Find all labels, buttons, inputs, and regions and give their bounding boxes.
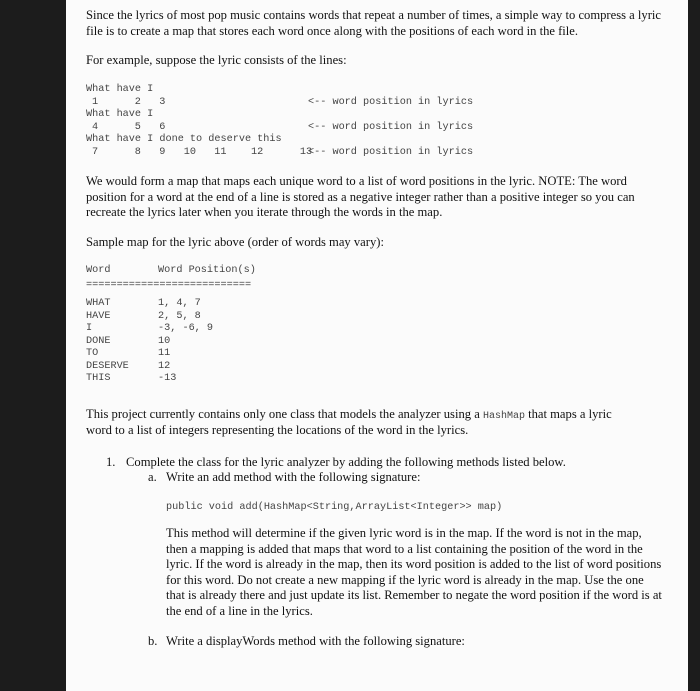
- map-row-word: DONE: [86, 335, 111, 347]
- task-b-text: Write a displayWords method with the following signature:: [166, 634, 465, 648]
- map-row-word: TO: [86, 348, 99, 359]
- map-header-word: Word: [86, 265, 111, 276]
- map-row-word: THIS: [86, 373, 111, 384]
- task-a-text: Write an add method with the following signature:: [166, 470, 421, 484]
- task-b-label: b.: [148, 634, 158, 648]
- lyric-line-1-words: What have I: [86, 84, 154, 95]
- add-method-signature: public void add(HashMap<String,ArrayList<Integer>> map): [166, 502, 503, 513]
- sample-intro: Sample map for the lyric above (order of words may vary):: [86, 235, 384, 249]
- intro-paragraph: Since the lyrics of most pop music contains words that repeat a number of times, a simple way to compress a lyric file is to create a map that stores each word once along with the positions of each word in the file.: [86, 8, 661, 38]
- task-a-label: a.: [148, 470, 157, 484]
- lyric-line-1-note: <-- word position in lyrics: [308, 97, 474, 108]
- map-row-word: WHAT: [86, 298, 111, 309]
- lyric-line-2-words: What have I: [86, 109, 154, 120]
- lyric-line-3-words: What have I done to deserve this: [86, 134, 282, 145]
- map-row-word: DESERVE: [86, 360, 129, 372]
- map-row-word: HAVE: [86, 310, 111, 322]
- lyric-line-1-positions: 1 2 3: [92, 97, 166, 108]
- map-row-positions: -3, -6, 9: [158, 323, 214, 334]
- map-row-word: I: [86, 323, 93, 334]
- lyric-line-2-note: <-- word position in lyrics: [308, 122, 474, 133]
- map-row-positions: 12: [158, 360, 171, 372]
- example-intro: For example, suppose the lyric consists of the lines:: [86, 53, 347, 67]
- hashmap-code: HashMap: [482, 411, 525, 422]
- map-description: We would form a map that maps each unique word to a list of word positions in the lyric. NOTE: The word position for a word at the end of a line is stored as a negative integer rather than a positive integer so you can recreate the lyrics later when you iterate through the words in the map.: [86, 174, 635, 219]
- project-line-2: word to a list of integers representing the locations of the word in the lyrics.: [86, 423, 469, 437]
- project-line-1: [86, 407, 666, 425]
- document-page: [66, 0, 688, 691]
- map-header-positions: Word Position(s): [158, 265, 256, 276]
- map-row-positions: -13: [158, 373, 177, 384]
- map-row-positions: 1, 4, 7: [158, 298, 201, 309]
- task-1-number: 1.: [106, 455, 116, 469]
- project-text-before: This project currently contains only one class that models the analyzer using a: [86, 407, 483, 421]
- lyric-line-2-positions: 4 5 6: [92, 122, 166, 133]
- map-row-positions: 10: [158, 335, 171, 347]
- lyric-line-3-positions: 7 8 9 10 11 12 13: [92, 147, 313, 158]
- map-row-positions: 2, 5, 8: [158, 310, 201, 322]
- map-separator: ===========================: [86, 280, 252, 291]
- project-text-after: that maps a lyric: [524, 407, 612, 421]
- map-row-positions: 11: [158, 348, 171, 359]
- lyric-line-3-note: <-- word position in lyrics: [308, 147, 474, 158]
- task-1-text: Complete the class for the lyric analyzer by adding the following methods listed below.: [126, 455, 566, 469]
- add-method-description: This method will determine if the given lyric word is in the map. If the word is not in the map, then a mapping is added that maps that word to a list containing the position of the word in the lyric. If the word is already in the map, then its word position is added to the list of word positions for this word. Do not create a new mapping if the lyric word is already in the map. Use the one that is already there and just update its list. Remember to negate the word position if the word is at the end of a line in the lyrics.: [166, 526, 662, 618]
